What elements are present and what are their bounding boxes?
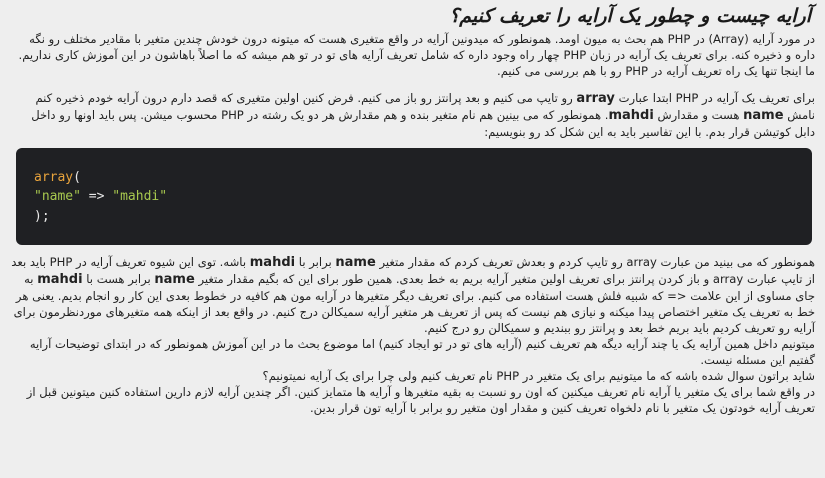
text-segment: میتونیم داخل همین آرایه یک یا چند آرایه دیگه هم تعریف کنیم (آرایه های تو در تو ایجاد کنیم) اما موضوع بحث ما در این آموزش همونطور که در ابتدای توضیحات آرایه گفتیم این مسئله نیست.: [29, 337, 815, 367]
keyword-mahdi: mahdi: [37, 272, 83, 287]
text-segment: . همونطور که می بینین هم نام متغیر بنده و هم مقدارش هر دو یک رشته در PHP محسوب میشن. پس باید اونها رو داخل دابل کوتیشن قرار بدم. با این تفاسیر باید به این شکل کد رو بنویسیم:: [31, 108, 815, 139]
text-segment: رو تایپ می کنیم و بعد پرانتز رو باز می کنیم. فرض کنین اولین متغیری که قصد دارم درون آرایه خودم ذخیره کنم نامش: [35, 91, 815, 122]
code-arrow-operator: =>: [80, 189, 113, 204]
code-open-paren: (: [73, 170, 81, 185]
text-segment: باشه. توی این شیوه تعریف آرایه در PHP باید بعد از تایپ عبارت array و باز کردن پرانتز برای تعریف اولین متغیر آرایه بریم به خط بعدی. همین طور برای این که بگیم مقدار متغیر: [11, 255, 815, 286]
code-line-3: );: [34, 209, 50, 224]
page-title: آرایه چیست و چطور یک آرایه را تعریف کنیم؟: [449, 5, 811, 27]
keyword-name: name: [335, 255, 376, 270]
keyword-array: array: [576, 91, 615, 106]
code-value-string: "mahdi": [112, 189, 168, 204]
text-segment: برابر هست با: [86, 272, 151, 286]
text-segment: هست و مقدارش: [657, 108, 740, 122]
code-key-string: "name": [34, 189, 81, 204]
text-segment: برابر با: [298, 255, 332, 269]
keyword-name: name: [154, 272, 195, 287]
text-segment: همونطور که می بینید من عبارت array رو تایپ کردم و بعدش تعریف کردم که مقدار متغیر: [379, 255, 815, 269]
keyword-mahdi: mahdi: [608, 108, 654, 123]
code-line-1: [34, 169, 81, 187]
text-segment: به جای مساوی از این علامت <= که شبیه فلش هست استفاده می کنیم. برای تعریف دیگر متغیرها در آرایه مون هم کافیه در خطوط بعدی این کار رو انجام بدیم. یعنی هر خط به تعریف یک متغیر اختصاص پیدا میکنه و نیازی هم نیست که پس از تعریف هر متغیر آرایه سمیکالن درج کنیم. در واقع بعد از اینکه همه متغیرهای موردنظرمون برای آرایه رو تعریف کردیم باید بریم خط بعد و پرانتز رو ببندیم و سمیکالن رو درج کنیم.: [13, 272, 815, 335]
array-definition-paragraph: [10, 90, 815, 140]
explanation-paragraph: [10, 254, 815, 416]
text-segment: در واقع شما برای یک متغیر یا آرایه نام تعریف میکنین که اون رو نسبت به بقیه متغیرها و آرایه ها متمایز کنین. اگر چندین آرایه لازم دارین استفاده کنین میتونین قبل از تعریف آرایه خودتون یک متغیر با نام دلخواه تعریف کنین و مقدار اون متغیر رو برابر با آرایه تون قرار بدین.: [26, 385, 815, 415]
code-block: [16, 148, 812, 245]
keyword-mahdi: mahdi: [249, 255, 296, 270]
text-segment: برای تعریف یک آرایه در PHP ابتدا عبارت: [618, 91, 815, 105]
code-line-2: [34, 188, 167, 206]
text-segment: شاید براتون سوال شده باشه که ما میتونیم برای یک متغیر در PHP نام تعریف کنیم ولی چرا برای یک آرایه نمیتونیم؟: [262, 369, 815, 383]
intro-paragraph: در مورد آرایه (Array) در PHP هم بحث به میون اومد. همونطور که میدونین آرایه در واقع متغیری هست که میتونه درون خودش چندین متغیر با مقادیر مختلف رو نگه داره و ذخیره کنه. برای تعریف یک آرایه در زبان PHP چهار راه وجود داره که شامل تعریف آرایه های تو در تو هم میشه که ما اصلاً باهاشون در این آموزش کاری نداریم. ما اینجا تنها یک راه تعریف آرایه در PHP رو با هم بررسی می کنیم.: [18, 32, 815, 78]
code-array-keyword: array: [34, 170, 74, 185]
keyword-name: name: [743, 108, 784, 123]
